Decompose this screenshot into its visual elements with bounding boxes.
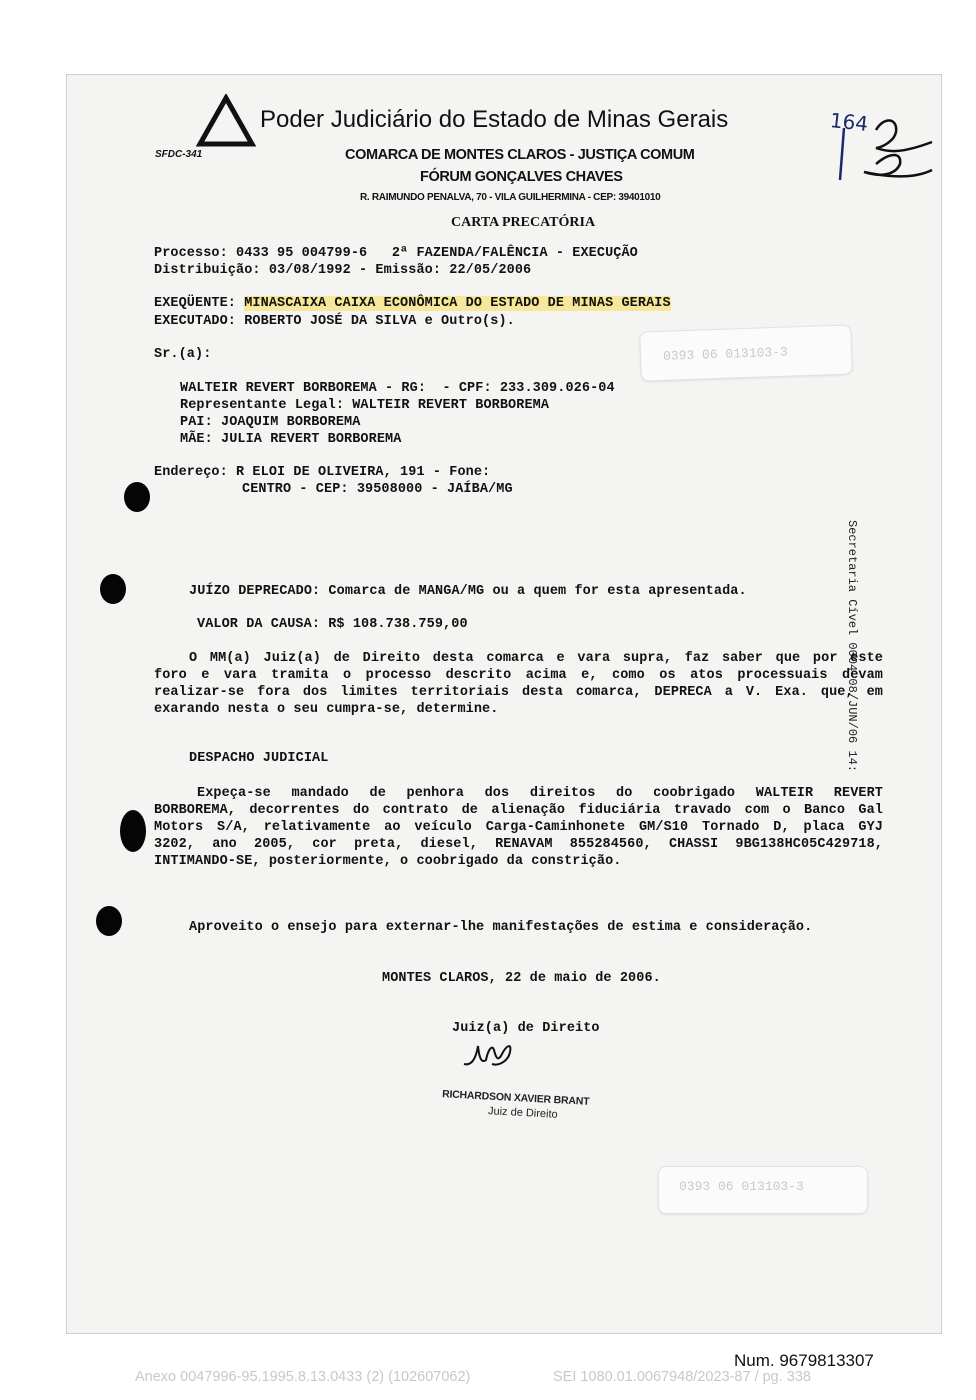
protocol-stamp-top-text: 0393 06 013103-3: [662, 344, 789, 364]
institution-title: Poder Judiciário do Estado de Minas Gerais: [260, 106, 729, 133]
exequente-label: EXEQÜENTE:: [154, 296, 237, 311]
comarca-heading: COMARCA DE MONTES CLAROS - JUSTIÇA COMUM: [345, 147, 695, 163]
handwritten-signature-icon: [458, 1036, 522, 1072]
forum-heading: FÓRUM GONÇALVES CHAVES: [420, 169, 623, 185]
receipt-side-stamp: Secretaria Cível 0004 08/JUN/06 14:: [845, 520, 859, 773]
handwritten-initials-icon: [836, 108, 936, 188]
body-line-2: foro e vara tramita o processo descrito acima e, como os atos processuais devam: [154, 668, 883, 683]
punch-hole: [124, 482, 150, 512]
body-line-1: O MM(a) Juiz(a) de Direito desta comarca e vara supra, faz saber que por este: [189, 651, 883, 666]
place-date: MONTES CLAROS, 22 de maio de 2006.: [382, 971, 661, 986]
recipient-name: WALTEIR REVERT BORBOREMA - RG: - CPF: 233.309.026-04: [180, 381, 615, 396]
valor-da-causa: VALOR DA CAUSA: R$ 108.738.759,00: [197, 617, 468, 632]
protocol-stamp-top: [639, 324, 853, 381]
despacho-line-3: Motors S/A, relativamente ao veículo Carga-Caminhonete GM/S10 Tornado D, placa GYJ: [154, 820, 883, 835]
exequente-value: MINASCAIXA CAIXA ECONÔMICA DO ESTADO DE MINAS GERAIS: [244, 296, 671, 311]
forum-address: R. RAIMUNDO PENALVA, 70 - VILA GUILHERMINA - CEP: 39401010: [360, 192, 661, 203]
protocol-stamp-bottom-text: 0393 06 013103-3: [679, 1179, 804, 1194]
document-number: Num. 9679813307: [734, 1351, 874, 1370]
sei-reference: SEI 1080.01.0067948/2023-87 / pg. 338: [553, 1369, 811, 1385]
despacho-line-5: INTIMANDO-SE, posteriormente, o coobrigado da constrição.: [154, 854, 622, 869]
juizo-deprecado: JUÍZO DEPRECADO: Comarca de MANGA/MG ou a quem for esta apresentada.: [189, 584, 747, 599]
executado-line: EXECUTADO: ROBERTO JOSÉ DA SILVA e Outro(s).: [154, 314, 515, 329]
recipient-legal-rep: Representante Legal: WALTEIR REVERT BORBOREMA: [180, 398, 550, 413]
despacho-line-2: BORBOREMA, decorrentes do contrato de alienação fiduciária travado com o Banco Gal: [154, 803, 883, 818]
salutation: Sr.(a):: [154, 347, 212, 362]
document-title: CARTA PRECATÓRIA: [451, 215, 596, 230]
process-line: Processo: 0433 95 004799-6 2ª FAZENDA/FALÊNCIA - EXECUÇÃO: [154, 246, 638, 261]
judge-name-stamp: RICHARDSON XAVIER BRANT: [441, 1088, 590, 1108]
punch-hole: [96, 906, 122, 936]
form-code: SFDC-341: [155, 149, 203, 160]
despacho-line-4: 3202, ano 2005, cor preta, diesel, RENAVAM 855284560, CHASSI 9BG138HC05C429718,: [154, 837, 883, 852]
tjmg-logo-icon: [196, 94, 256, 148]
body-line-4: exarando nesta o seu cumpra-se, determine.: [154, 702, 499, 717]
distribution-line: Distribuição: 03/08/1992 - Emissão: 22/05/2006: [154, 263, 532, 278]
body-line-3: realizar-se fora dos limites territoriais desta comarca, DEPRECA a V. Exa. que, em: [154, 685, 883, 700]
judge-title-stamp: Juiz de Direito: [487, 1105, 558, 1121]
despacho-line-1: Expeça-se mandado de penhora dos direitos do coobrigado WALTEIR REVERT: [197, 786, 883, 801]
recipient-address-cont: CENTRO - CEP: 39508000 - JAÍBA/MG: [242, 482, 513, 497]
page-number-mark: 164: [828, 108, 870, 136]
recipient-father: PAI: JOAQUIM BORBOREMA: [180, 415, 361, 430]
despacho-title: DESPACHO JUDICIAL: [189, 751, 329, 766]
recipient-address: Endereço: R ELOI DE OLIVEIRA, 191 - Fone:: [154, 465, 491, 480]
punch-hole: [120, 810, 146, 852]
closing-line: Aproveito o ensejo para externar-lhe manifestações de estima e consideração.: [189, 920, 813, 935]
exequente-line: [154, 296, 671, 311]
judge-role: Juiz(a) de Direito: [452, 1021, 600, 1036]
annex-reference: Anexo 0047996-95.1995.8.13.0433 (2) (102607062): [135, 1369, 471, 1385]
recipient-mother: MÃE: JULIA REVERT BORBOREMA: [180, 432, 402, 447]
protocol-stamp-bottom: [658, 1166, 868, 1214]
punch-hole: [100, 574, 126, 604]
